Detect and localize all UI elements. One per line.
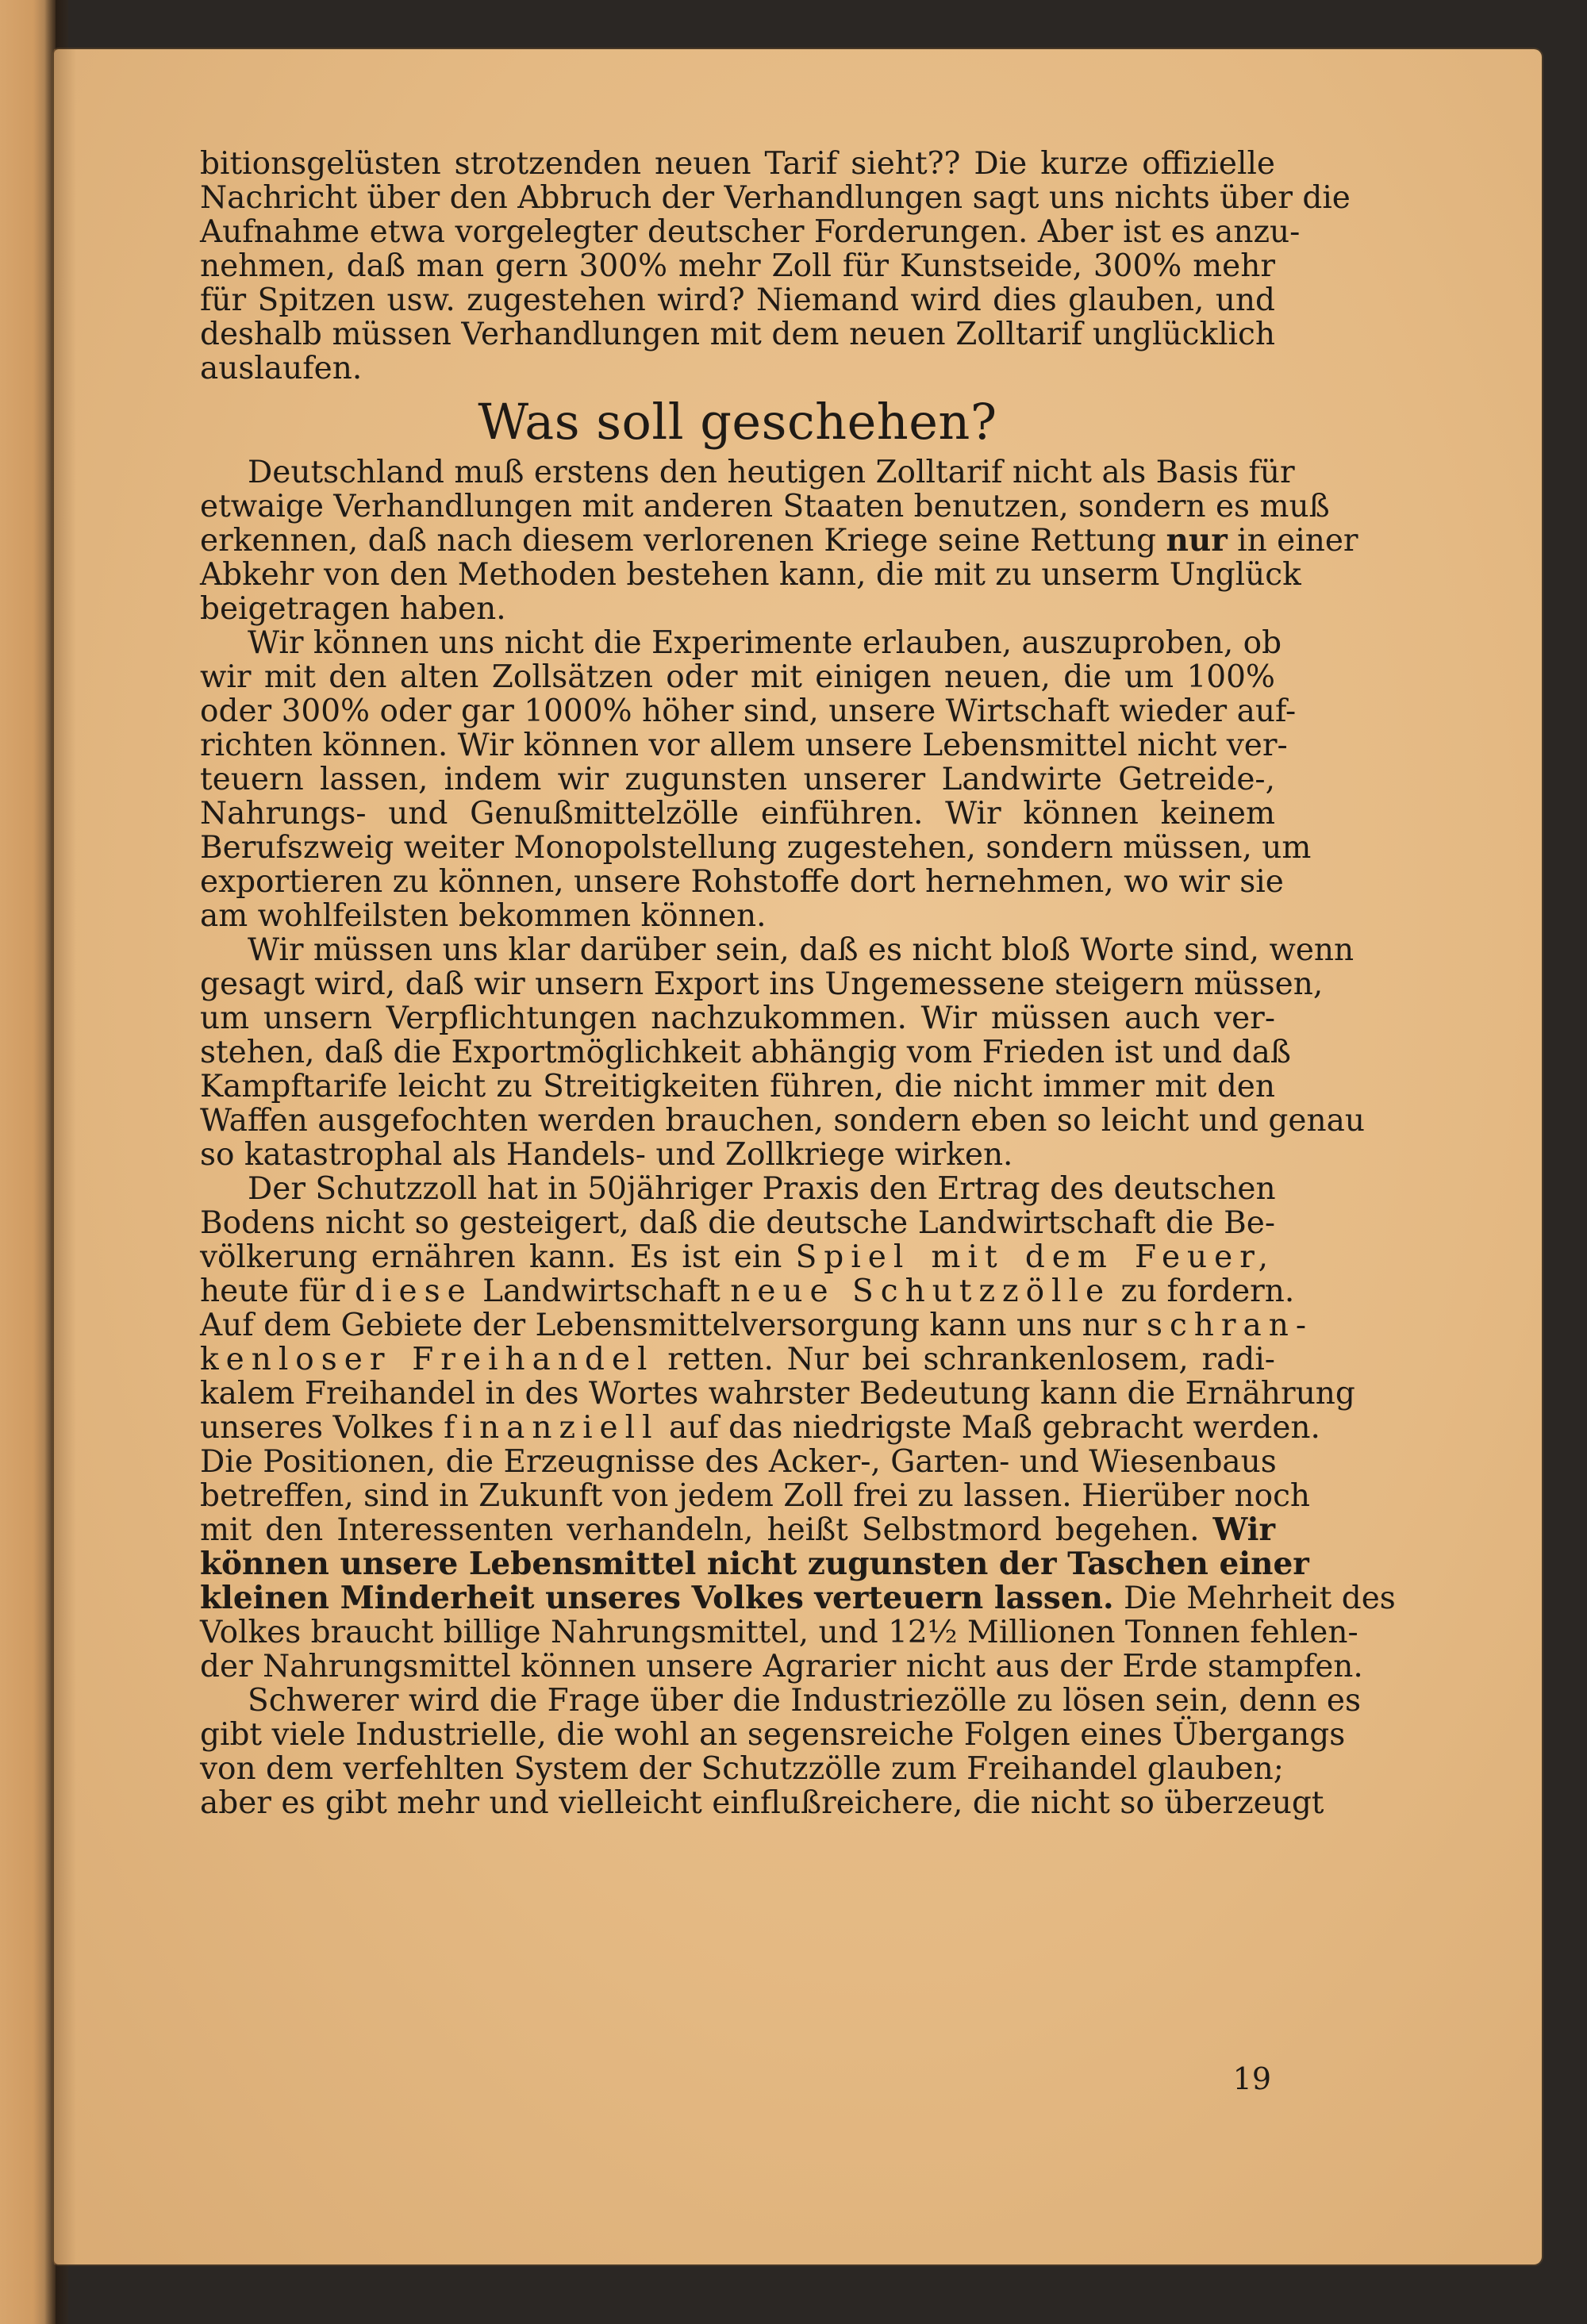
text-line-bold: können unsere Lebensmittel nicht zugunsten der Taschen einer (200, 1546, 1309, 1582)
text-line (200, 1240, 1275, 1274)
text-line: etwaige Verhandlungen mit anderen Staaten benutzen, sondern es muß (200, 489, 1330, 524)
text-line: Die Positionen, die Erzeugnisse des Acker-, Garten- und Wiesenbaus (200, 1444, 1277, 1480)
text-line: Kampftarife leicht zu Streitigkeiten führen, die nicht immer mit den (200, 1069, 1275, 1104)
text-line (200, 1410, 1320, 1446)
text-line: von dem verfehlten System der Schutzzölle zum Freihandel glauben; (200, 1751, 1284, 1787)
text-line (200, 1513, 1275, 1547)
text-line: Volkes braucht billige Nahrungsmittel, und 12½ Millionen Tonnen fehlen- (200, 1615, 1358, 1650)
text-span: unseres Volkes (200, 1410, 444, 1446)
text-line: Nahrungs- und Genußmittelzölle einführen. Wir können keinem (200, 796, 1275, 832)
text-line: Nachricht über den Abbruch der Verhandlungen sagt uns nichts über die (200, 180, 1351, 216)
emphasis-spaced: diese (355, 1273, 473, 1309)
text-line: Deutschland muß erstens den heutigen Zolltarif nicht als Basis für (248, 455, 1295, 490)
emphasis-bold: kleinen Minderheit unseres Volkes verteuern lassen. (200, 1580, 1114, 1616)
text-span: zu fordern. (1111, 1273, 1295, 1309)
text-line (200, 1273, 1295, 1309)
text-span: erkennen, daß nach diesem verlorenen Kriege seine Rettung (200, 523, 1166, 559)
text-line: bitionsgelüsten strotzenden neuen Tarif sieht?? Die kurze offizielle (200, 146, 1275, 182)
emphasis-spaced: Spiel mit dem Feuer, (795, 1239, 1275, 1275)
text-line: Berufszweig weiter Monopolstellung zugestehen, sondern müssen, um (200, 830, 1312, 866)
emphasis-spaced: kenloser Freihandel (200, 1342, 655, 1377)
text-line: kalem Freihandel in des Wortes wahrster Bedeutung kann die Ernährung (200, 1376, 1355, 1412)
text-line: Wir können uns nicht die Experimente erlauben, auszuproben, ob (248, 625, 1282, 661)
text-line: betreffen, sind in Zukunft von jedem Zoll frei zu lassen. Hierüber noch (200, 1478, 1311, 1514)
emphasis-spaced: finanziell (444, 1410, 659, 1446)
text-line: exportieren zu können, unsere Rohstoffe dort hernehmen, wo wir sie (200, 864, 1284, 900)
text-line: gesagt wird, daß wir unsern Export ins Ungemessene steigern müssen, (200, 966, 1324, 1002)
text-line: Waffen ausgefochten werden brauchen, sondern eben so leicht und genau (200, 1103, 1365, 1139)
text-line: auslaufen. (200, 351, 363, 386)
text-line: deshalb müssen Verhandlungen mit dem neuen Zolltarif unglücklich (200, 317, 1275, 352)
text-line: wir mit den alten Zollsätzen oder mit einigen neuen, die um 100% (200, 659, 1275, 695)
emphasis-bold: nur (1166, 522, 1228, 559)
text-line (200, 522, 1358, 559)
text-line: so katastrophal als Handels- und Zollkriege wirken. (200, 1137, 1013, 1173)
text-line: oder 300% oder gar 1000% höher sind, unsere Wirtschaft wieder auf- (200, 693, 1297, 729)
text-line: Aufnahme etwa vorgelegter deutscher Forderungen. Aber ist es anzu- (200, 214, 1301, 250)
emphasis-bold: Wir (1212, 1512, 1275, 1548)
text-span: Auf dem Gebiete der Lebensmittelversorgung kann uns nur (200, 1308, 1147, 1343)
text-line: Bodens nicht so gesteigert, daß die deutsche Landwirtschaft die Be- (200, 1205, 1275, 1241)
text-span: Landwirtschaft (472, 1273, 731, 1309)
text-line: für Spitzen usw. zugestehen wird? Niemand wird dies glauben, und (200, 282, 1275, 318)
text-line: beigetragen haben. (200, 591, 506, 627)
text-line: richten können. Wir können vor allem unsere Lebensmittel nicht ver- (200, 728, 1288, 763)
emphasis-spaced: neue Schutzzölle (730, 1273, 1112, 1309)
text-line: Schwerer wird die Frage über die Industriezölle zu lösen sein, denn es (248, 1683, 1362, 1719)
text-span: in einer (1227, 523, 1358, 559)
page-text (200, 146, 1396, 1821)
text-line: gibt viele Industrielle, die wohl an segensreiche Folgen eines Übergangs (200, 1717, 1346, 1753)
text-line: um unsern Verpflichtungen nachzukommen. Wir müssen auch ver- (200, 1001, 1275, 1036)
text-line: teuern lassen, indem wir zugunsten unserer Landwirte Getreide-, (200, 762, 1275, 797)
emphasis-spaced: schran- (1146, 1308, 1314, 1343)
text-line: aber es gibt mehr und vielleicht einflußreichere, die nicht so überzeugt (200, 1785, 1324, 1821)
text-span: völkerung ernähren kann. Es ist ein (200, 1239, 796, 1275)
text-line: Abkehr von den Methoden bestehen kann, die mit zu unserm Unglück (200, 557, 1301, 593)
section-heading: Was soll geschehen? (478, 393, 997, 451)
text-line (200, 1308, 1314, 1343)
text-span: mit den Interessenten verhandeln, heißt Selbstmord begehen. (200, 1512, 1213, 1548)
text-line: stehen, daß die Exportmöglichkeit abhängig vom Frieden ist und daß (200, 1035, 1291, 1070)
page-number: 19 (1232, 2061, 1271, 2096)
text-line (200, 1580, 1396, 1616)
text-line: der Nahrungsmittel können unsere Agrarier nicht aus der Erde stampfen. (200, 1649, 1363, 1684)
text-line: Wir müssen uns klar darüber sein, daß es nicht bloß Worte sind, wenn (248, 932, 1355, 968)
text-line: nehmen, daß man gern 300% mehr Zoll für Kunstseide, 300% mehr (200, 248, 1275, 284)
text-line (200, 1343, 1275, 1377)
text-span: auf das niedrigste Maß gebracht werden. (659, 1410, 1320, 1446)
text-span: retten. Nur bei schrankenlosem, radi- (654, 1342, 1275, 1377)
text-line: am wohlfeilsten bekommen können. (200, 898, 767, 934)
text-span: Die Mehrheit des (1113, 1581, 1396, 1616)
text-span: heute für (200, 1273, 355, 1309)
text-line: Der Schutzzoll hat in 50jähriger Praxis den Ertrag des deutschen (248, 1171, 1276, 1207)
